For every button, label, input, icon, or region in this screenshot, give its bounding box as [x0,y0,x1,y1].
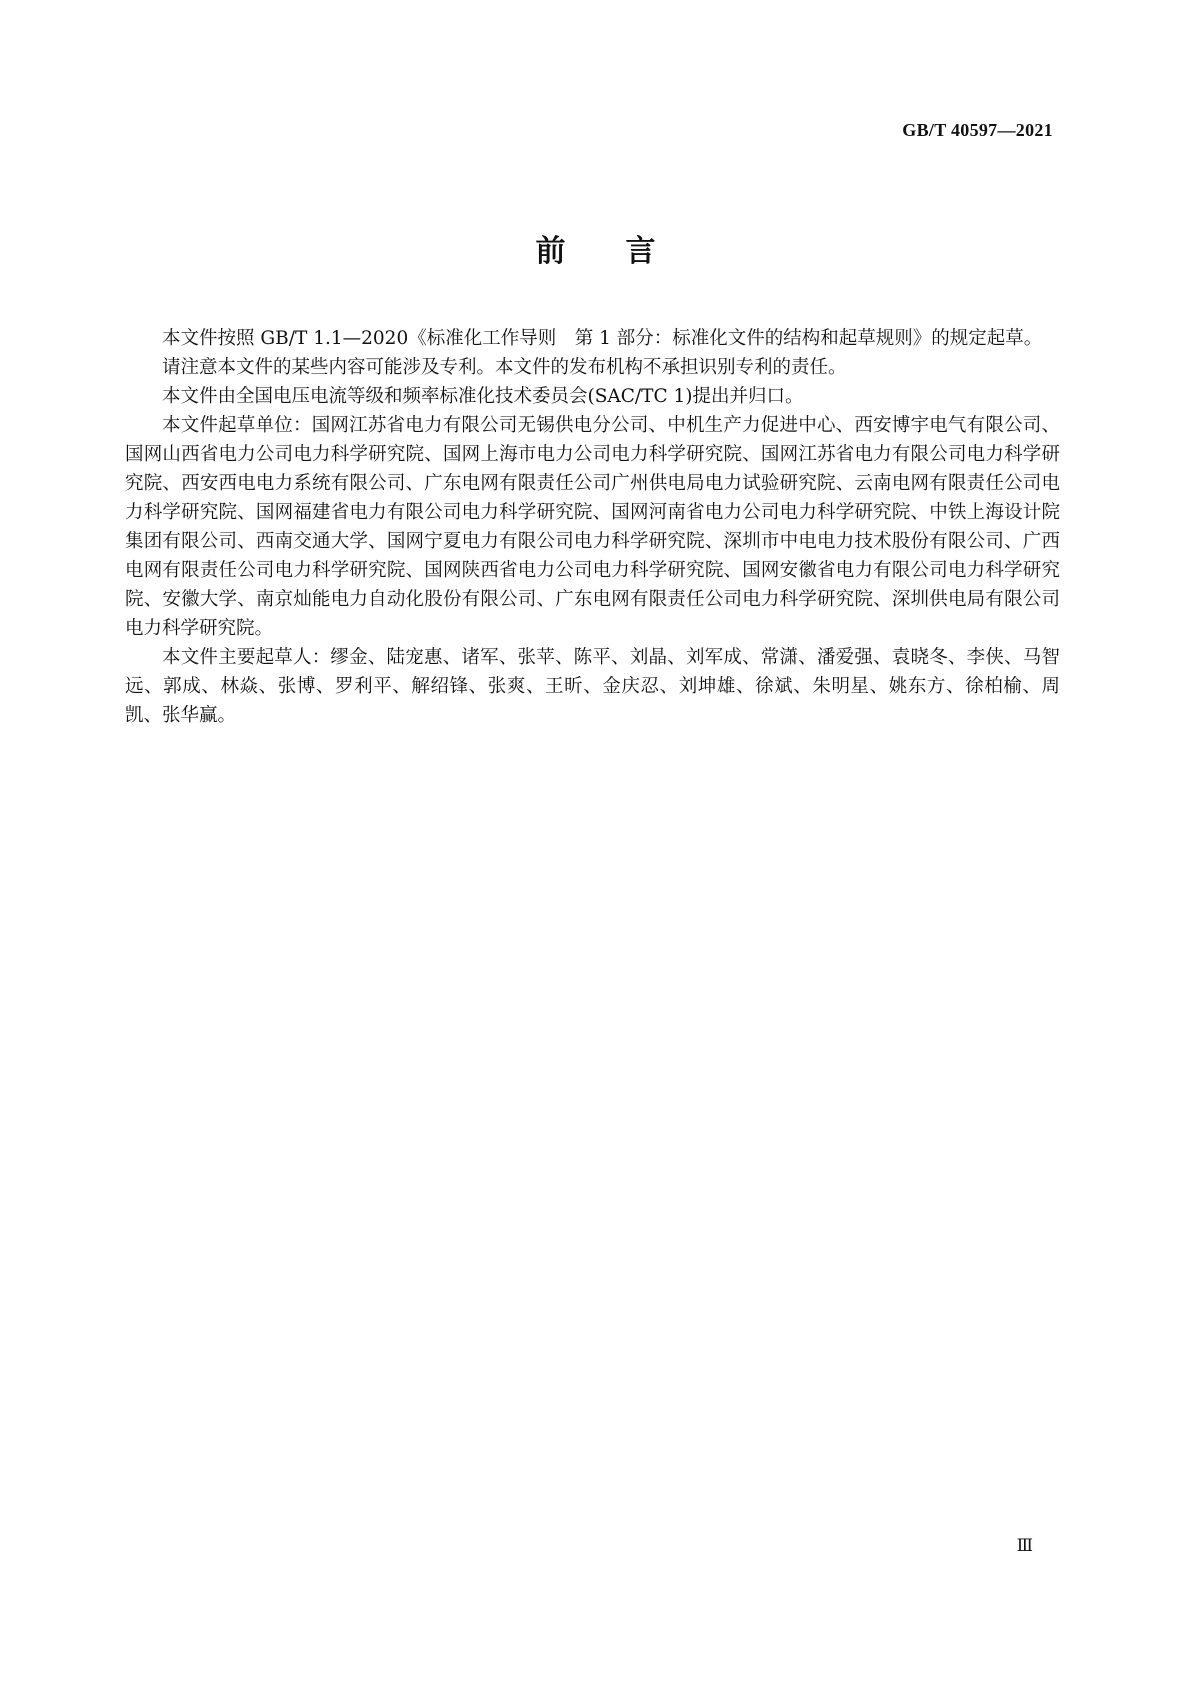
paragraph-patent-notice: 请注意本文件的某些内容可能涉及专利。本文件的发布机构不承担识别专利的责任。 [162,357,847,378]
title-char-2: 言 [625,234,656,269]
page-number: Ⅲ [1016,1536,1033,1555]
paragraph-drafters: 本文件主要起草人：缪金、陆宠惠、诸军、张苹、陈平、刘晶、刘军成、常潇、潘爱强、袁晓冬、李侠、马智远、郭成、林焱、张博、罗利平、解绍锋、张爽、王昕、金庆忍、刘坤雄、徐斌、朱明星、姚东方、徐柏榆、周凯、张华赢。 [125,647,1060,726]
page-title [0,226,1191,270]
standard-number: GB/T 40597—2021 [902,120,1053,140]
paragraph-proposer: 本文件由全国电压电流等级和频率标准化技术委员会(SAC/TC 1)提出并归口。 [162,386,804,407]
paragraph-drafting-units: 本文件起草单位：国网江苏省电力有限公司无锡供电分公司、中机生产力促进中心、西安博宇电气有限公司、国网山西省电力公司电力科学研究院、国网上海市电力公司电力科学研究院、国网江苏省电力有限公司电力科学研究院、西安西电电力系统有限公司、广东电网有限责任公司广州供电局电力试验研究院、云南电网有限责任公司电力科学研究院、国网福建省电力有限公司电力科学研究院、国网河南省电力公司电力科学研究院、中铁上海设计院集团有限公司、西南交通大学、国网宁夏电力有限公司电力科学研究院、深圳市中电电力技术股份有限公司、广西电网有限责任公司电力科学研究院、国网陕西省电力公司电力科学研究院、国网安徽省电力有限公司电力科学研究院、安徽大学、南京灿能电力自动化股份有限公司、广东电网有限责任公司电力科学研究院、深圳供电局有限公司电力科学研究院。 [125,415,1060,639]
title-char-1: 前 [535,234,566,269]
paragraph-drafting-rules: 本文件按照 GB/T 1.1—2020《标准化工作导则 第 1 部分：标准化文件的结构和起草规则》的规定起草。 [162,328,1043,349]
foreword-body [125,324,1060,730]
